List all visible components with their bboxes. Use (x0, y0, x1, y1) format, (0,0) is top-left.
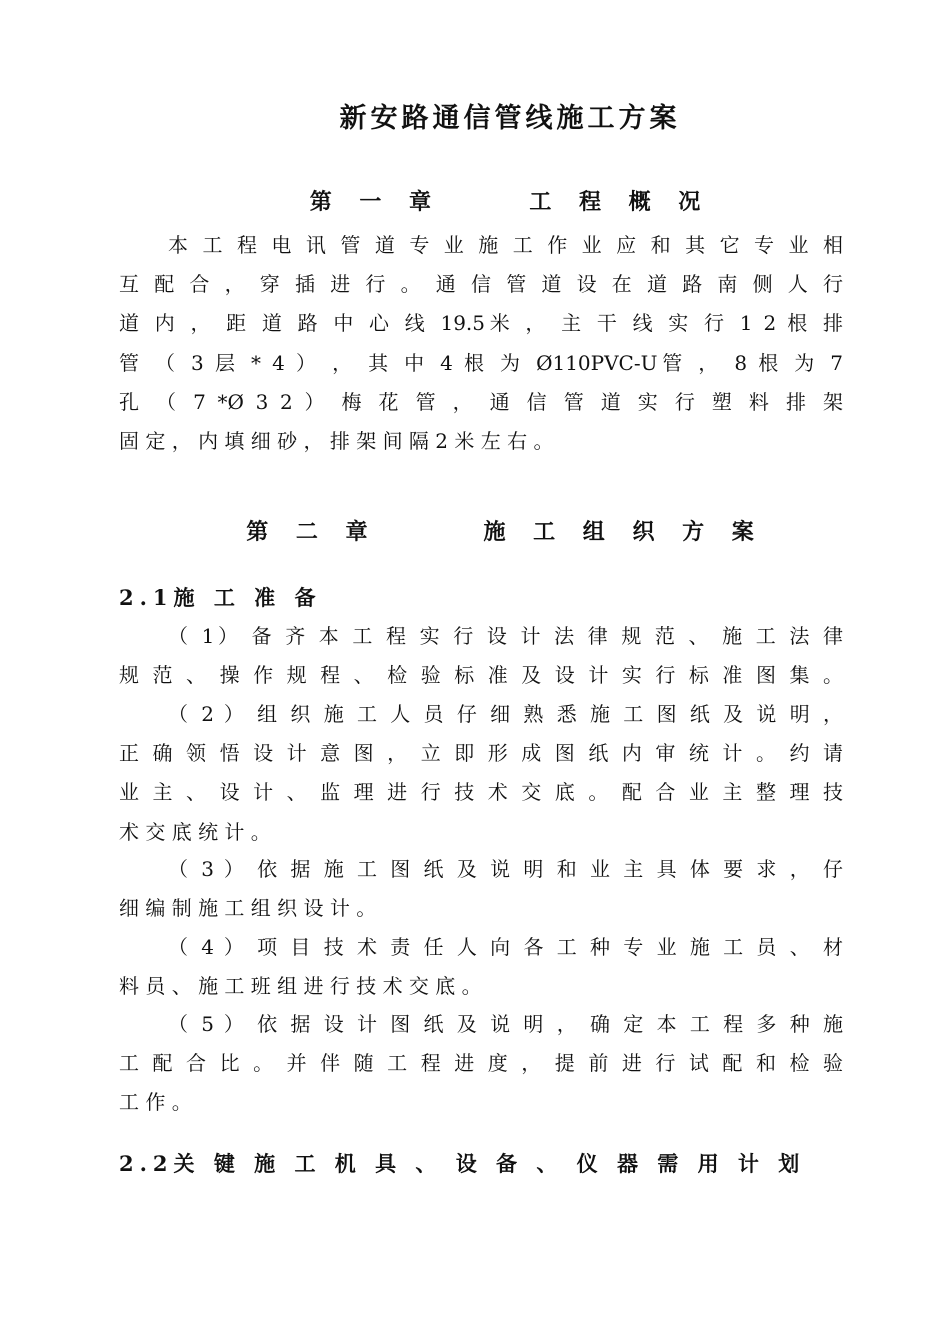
paragraph-line: （ 4 ） 项 目 技 术 责 任 人 向 各 工 种 专 业 施 工 员 、 材 (168, 935, 843, 959)
paragraph-line: 工 作 。 (119, 1090, 192, 1115)
section-2-1-heading: 2.1施 工 准 备 (119, 585, 322, 610)
item-3-paragraph (119, 850, 843, 928)
document-title: 新安路通信管线施工方案 (339, 103, 681, 134)
paragraph-line: 固 定 ， 内 填 细 砂 ， 排 架 间 隔 2 米 左 右 。 (119, 429, 554, 454)
paragraph-line: 细 编 制 施 工 组 织 设 计 。 (119, 896, 377, 921)
paragraph-line: 工 配 合 比 。 并 伴 随 工 程 进 度 ， 提 前 进 行 试 配 和 检 验 (119, 1051, 843, 1076)
item-2-paragraph (119, 695, 843, 852)
paragraph-line: 料 员 、 施 工 班 组 进 行 技 术 交 底 。 (119, 974, 482, 999)
paragraph-line: 道 内 ， 距 道 路 中 心 线 19.5米 ， 主 干 线 实 行 1 2 根 排 (119, 311, 843, 336)
paragraph-line: 术 交 底 统 计 。 (119, 819, 271, 844)
paragraph-line: 业 主 、 设 计 、 监 理 进 行 技 术 交 底 。 配 合 业 主 整 理 技 (119, 780, 843, 805)
paragraph-line: 管 （ 3 层 * 4 ） ， 其 中 4 根 为 Ø110PVC-U管 ， 8 根 为 7 (119, 350, 843, 375)
chapter-2-heading: 第 二 章 施 工 组 织 方 案 (246, 519, 764, 545)
paragraph-line: （ 5 ） 依 据 设 计 图 纸 及 说 明 ， 确 定 本 工 程 多 种 施 (168, 1012, 843, 1036)
chapter-1-paragraph (119, 226, 843, 461)
section-2-2-heading: 2.2关 键 施 工 机 具 、 设 备 、 仪 器 需 用 计 划 (119, 1151, 806, 1176)
paragraph-line: （ 1） 备 齐 本 工 程 实 行 设 计 法 律 规 范 、 施 工 法 律 (168, 624, 843, 648)
paragraph-line: （ 3 ） 依 据 施 工 图 纸 及 说 明 和 业 主 具 体 要 求 ， 仔 (168, 857, 843, 881)
paragraph-line: 本 工 程 电 讯 管 道 专 业 施 工 作 业 应 和 其 它 专 业 相 (168, 233, 843, 257)
chapter-1-heading: 第 一 章 工 程 概 况 (309, 189, 711, 215)
item-1-paragraph (119, 617, 843, 695)
paragraph-line: （ 2 ） 组 织 施 工 人 员 仔 细 熟 悉 施 工 图 纸 及 说 明 ， (168, 702, 843, 726)
paragraph-line: 孔 （ 7 *Ø 3 2 ） 梅 花 管 ， 通 信 管 道 实 行 塑 料 排 架 (119, 389, 843, 414)
paragraph-line: 正 确 领 悟 设 计 意 图 ， 立 即 形 成 图 纸 内 审 统 计 。 约 请 (119, 741, 843, 766)
paragraph-line: 规 范 、 操 作 规 程 、 检 验 标 准 及 设 计 实 行 标 准 图 集 。 (119, 663, 843, 688)
paragraph-line: 互 配 合 ， 穿 插 进 行 。 通 信 管 道 设 在 道 路 南 侧 人 行 (119, 272, 843, 297)
item-4-paragraph (119, 928, 843, 1006)
item-5-paragraph (119, 1005, 843, 1123)
